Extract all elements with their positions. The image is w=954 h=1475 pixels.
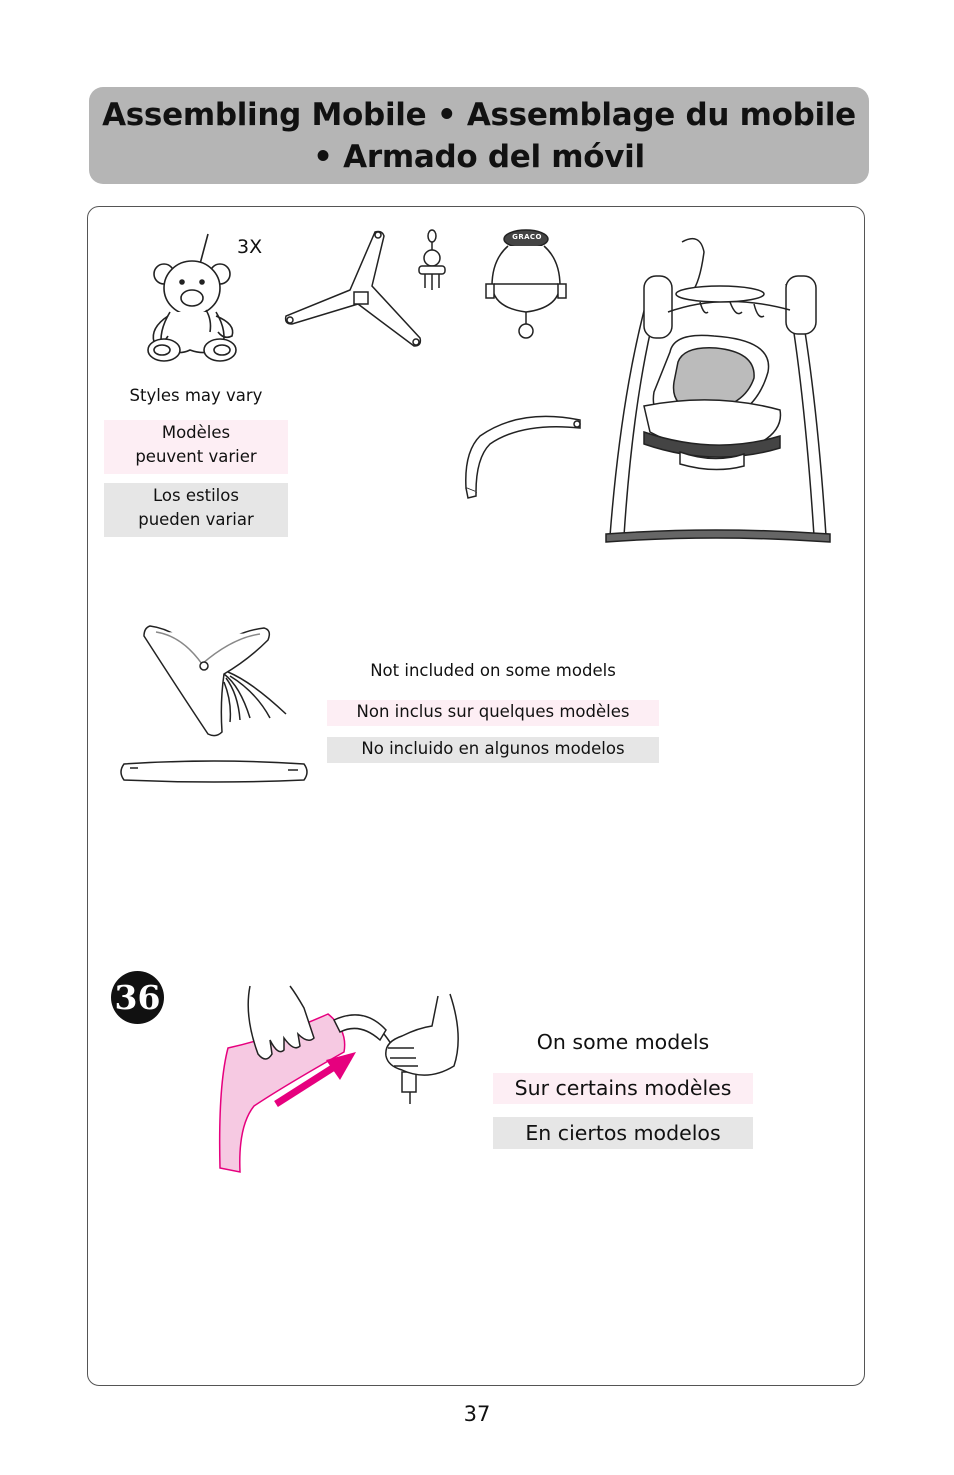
swing-illustration (604, 232, 832, 564)
step-note-en: On some models (536, 1030, 710, 1054)
step-number-badge: 36 (111, 971, 164, 1024)
step-note-fr: Sur certains modèles (493, 1073, 753, 1104)
page-header (89, 87, 869, 184)
title-line-1: Assembling Mobile • Assemblage du mobile (102, 96, 856, 133)
mobile-rod-illustration (460, 410, 585, 500)
teddy-bear-illustration (140, 232, 250, 367)
step-note-es: En ciertos modelos (493, 1117, 753, 1149)
quantity-label: 3X (237, 236, 263, 258)
page-number: 37 (463, 1402, 491, 1426)
not-included-en: Not included on some models (370, 661, 616, 680)
hanger-clip-illustration (415, 228, 449, 292)
mobile-arm-illustration (280, 228, 435, 350)
sleeve-assembly-illustration (214, 986, 474, 1178)
mobile-motor-illustration (484, 228, 568, 343)
title-line-2: • Armado del móvil (313, 138, 645, 175)
styles-vary-fr: Modèles peuvent varier (104, 420, 288, 474)
not-included-fr: Non inclus sur quelques modèles (327, 700, 659, 726)
canopy-illustration (140, 622, 290, 740)
fabric-sleeve-illustration (118, 756, 310, 786)
styles-vary-es: Los estilos pueden variar (104, 483, 288, 537)
not-included-es: No incluido en algunos modelos (327, 737, 659, 763)
brand-logo: GRACO (512, 233, 542, 241)
styles-vary-en: Styles may vary (129, 386, 263, 405)
